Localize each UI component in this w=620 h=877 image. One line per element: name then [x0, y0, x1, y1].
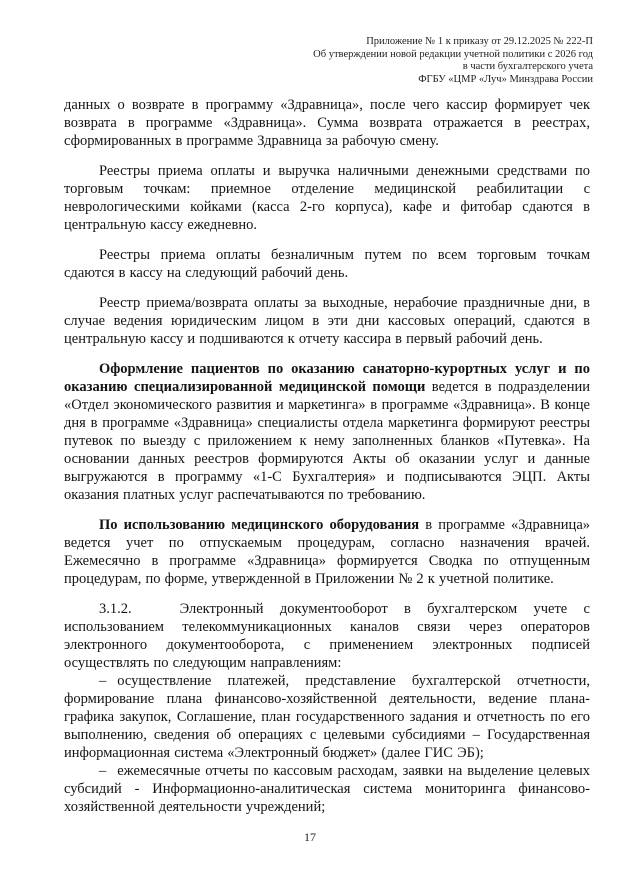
text-run: осуществление платежей, представление бухгалтерской отчетности, формирование плана финансово-хозяйственной деятельности, ведение плана-графика закупок, Соглашение, план государственного задания и отчетность по его выполнению, сведения об операциях с целевыми субсидиями – Государственная информационная система «Электронный бюджет» (далее ГИС ЭБ); [64, 673, 590, 761]
paragraph-3 [64, 246, 590, 282]
text-run: Реестры приема оплаты безналичным путем по всем торговым точкам сдаются в кассу на следующий рабочий день. [64, 247, 590, 281]
bold-text-run: По использованию медицинского оборудования [99, 517, 420, 533]
document-header [0, 0, 620, 86]
header-line-organization: ФГБУ «ЦМР «Луч» Минздрава России [418, 73, 593, 85]
paragraph-8 [64, 672, 590, 762]
header-line-accounting: в части бухгалтерского учета [462, 61, 593, 72]
tab-space [132, 612, 180, 613]
text-run: Электронный документооборот в бухгалтерском учете с использованием телекоммуникационных каналов связи через операторов электронного документооборота, с применением электронных подписей осуществлять по следующим направлениям: [64, 601, 590, 671]
text-run: ежемесячные отчеты по кассовым расходам, заявки на выделение целевых субсидий - Информационно-аналитическая система мониторинга финансово-хозяйственной деятельности учреждений; [64, 763, 590, 815]
paragraph-6 [64, 516, 590, 588]
text-run: 3.1.2. [99, 601, 132, 617]
text-run: ведется в подразделении «Отдел экономического развития и маркетинга» в программе «Здравница». В конце дня в программе «Здравница» специалисты отдела маркетинга формируют реестры путевок по выезду с приложением к нему заполненных бланков «Путевка». На основании данных реестров формируются Акты об оказании услуг и данные выгружаются в программу «1-С Бухгалтерия» и подписываются ЭЦП. Акты оказания платных услуг распечатываются по требованию. [64, 379, 590, 503]
bold-text-run: Оформление пациентов по оказанию санаторно-курортных услуг и по оказанию специализированной медицинской помощи [64, 361, 590, 395]
text-run: Реестр приема/возврата оплаты за выходные, нерабочие праздничные дни, в случае ведения юридическим лицом в эти дни кассовых операций, сдаются в центральную кассу и подшиваются к отчету кассира в первый рабочий день. [64, 295, 590, 347]
list-dash-gap [106, 684, 117, 685]
paragraph-7 [64, 600, 590, 672]
header-line-appendix: Приложение № 1 к приказу от 29.12.2025 № 222-П [366, 36, 593, 47]
text-run: – [99, 673, 107, 689]
document-body [64, 96, 590, 816]
header-line-order: Об утверждении новой редакции учетной политики с 2026 год [313, 48, 593, 60]
paragraph-5 [64, 360, 590, 504]
paragraph-9 [64, 762, 590, 816]
paragraph-1 [64, 96, 590, 150]
text-run: данных о возврате в программу «Здравница», после чего кассир формирует чек возврата в программе «Здравница». Сумма возврата отражается в реестрах, сформированных в программе Здравница за рабочую смену. [64, 97, 590, 149]
page-number: 17 [304, 830, 316, 844]
paragraph-4 [64, 294, 590, 348]
text-run: Реестры приема оплаты и выручка наличными денежными средствами по торговым точкам: приемное отделение медицинской реабилитации с неврологическими койками (касса 2-го корпуса), кафе и фитобар сдаются в центральную кассу ежедневно. [64, 163, 590, 233]
paragraph-2 [64, 162, 590, 234]
text-run: – [99, 763, 107, 779]
list-dash-gap [106, 774, 117, 775]
text-run: в программе «Здравница» ведется учет по отпускаемым процедурам, согласно назначения врачей. Ежемесячно в программе «Здравница» формируется Сводка по отпущенным процедурам, по форме, утвержденной в Приложении № 2 к учетной политике. [64, 517, 590, 587]
